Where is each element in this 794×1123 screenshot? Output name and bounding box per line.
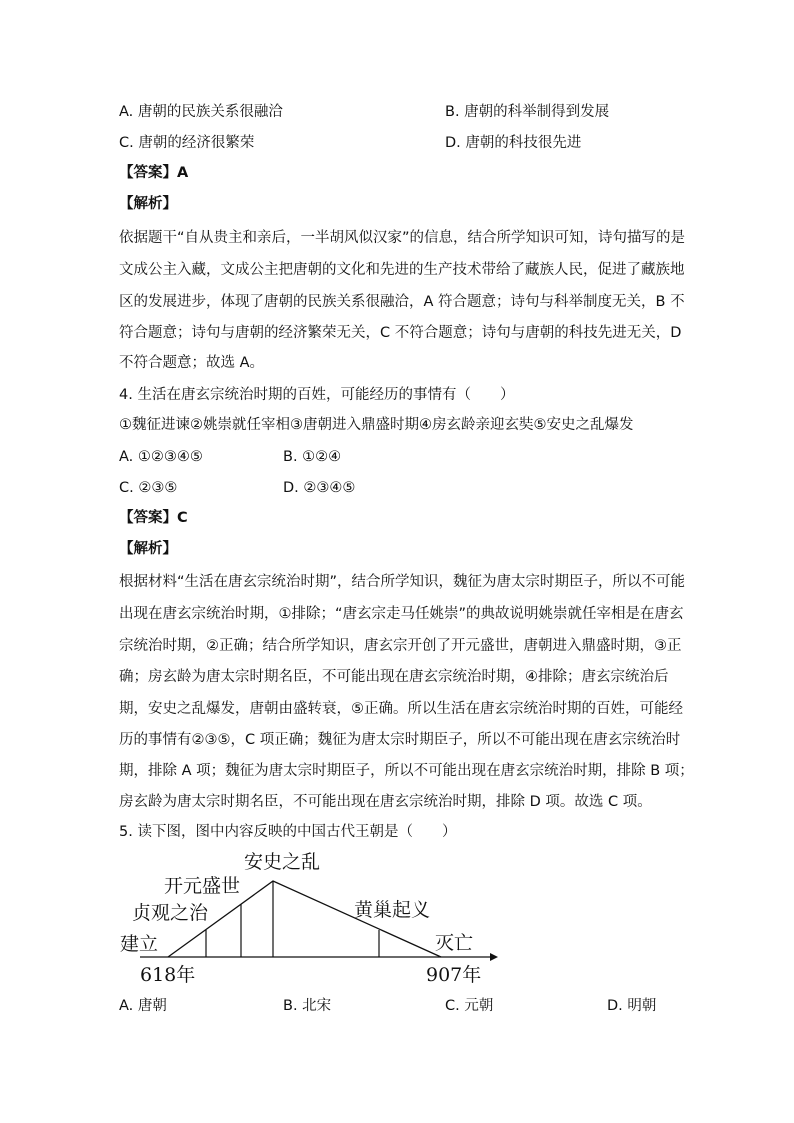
q4-analysis-line: 确；房玄龄为唐太宗时期名臣，不可能出现在唐玄宗统治时期，④排除；唐玄宗统治后 [119, 669, 669, 685]
q3-option-c: C. 唐朝的经济很繁荣 [119, 135, 255, 151]
q5-stem: 5. 读下图，图中内容反映的中国古代王朝是（ ） [119, 824, 457, 840]
q4-analysis-line: 出现在唐玄宗统治时期，①排除；“唐玄宗走马任姚崇”的典故说明姚崇就任宰相是在唐玄 [119, 606, 684, 622]
q5-option-d: D. 明朝 [607, 998, 657, 1014]
tang-dynasty-timeline-diagram [110, 846, 510, 992]
q3-analysis-line: 不符合题意；故选 A。 [119, 355, 265, 371]
q4-analysis-label: 【解析】 [119, 541, 177, 557]
q3-option-d: D. 唐朝的科技很先进 [445, 135, 582, 151]
q5-option-a: A. 唐朝 [119, 998, 167, 1014]
q3-analysis-line: 依据题干“自从贵主和亲后，一半胡风似汉家”的信息，结合所学知识可知，诗句描写的是 [119, 230, 686, 246]
label-fall: 灭亡 [435, 932, 474, 954]
q4-analysis-line: 期，安史之乱爆发，唐朝由盛转衰，⑤正确。所以生活在唐玄宗统治时期的百姓，可能经 [119, 701, 683, 717]
q4-analysis-line: 期，排除 A 项；魏征为唐太宗时期臣子，所以不可能出现在唐玄宗统治时期，排除 B 项； [119, 763, 694, 779]
label-anshi: 安史之乱 [244, 851, 321, 873]
label-huangchao: 黄巢起义 [354, 899, 431, 921]
q4-analysis-line: 宗统治时期，②正确；结合所学知识，唐玄宗开创了开元盛世，唐朝进入鼎盛时期，③正 [119, 638, 682, 654]
q3-option-b: B. 唐朝的科举制得到发展 [445, 104, 610, 120]
label-kaiyuan: 开元盛世 [164, 875, 241, 897]
q3-option-a: A. 唐朝的民族关系很融洽 [119, 104, 283, 120]
label-zhenguan: 贞观之治 [132, 902, 209, 924]
label-start-year: 618年 [140, 964, 196, 986]
q4-answer: 【答案】C [119, 510, 188, 526]
q3-analysis-line: 区的发展进步，体现了唐朝的民族关系很融洽，A 符合题意；诗句与科举制度无关，B 不 [119, 294, 685, 310]
q4-stem: 4. 生活在唐玄宗统治时期的百姓，可能经历的事情有（ ） [119, 387, 515, 403]
q3-answer: 【答案】A [119, 165, 189, 181]
q4-option-c: C. ②③⑤ [119, 480, 178, 496]
label-founding: 建立 [120, 933, 159, 955]
q3-analysis-label: 【解析】 [119, 196, 177, 212]
q4-option-b: B. ①②④ [283, 449, 342, 465]
label-end-year: 907年 [426, 964, 482, 986]
q5-option-b: B. 北宋 [283, 998, 332, 1014]
q4-analysis-line: 房玄龄为唐太宗时期名臣，不可能出现在唐玄宗统治时期，排除 D 项。故选 C 项。 [119, 794, 652, 810]
q3-analysis-line: 符合题意；诗句与唐朝的经济繁荣无关，C 不符合题意；诗句与唐朝的科技先进无关，D [119, 325, 682, 341]
q4-option-a: A. ①②③④⑤ [119, 449, 203, 465]
q3-analysis-line: 文成公主入藏，文成公主把唐朝的文化和先进的生产技术带给了藏族人民，促进了藏族地 [119, 262, 685, 278]
q4-analysis-line: 历的事情有②③⑤，C 项正确；魏征为唐太宗时期臣子，所以不可能出现在唐玄宗统治时 [119, 732, 681, 748]
q4-items: ①魏征进谏②姚崇就任宰相③唐朝进入鼎盛时期④房玄龄亲迎玄奘⑤安史之乱爆发 [119, 417, 634, 433]
timeline-arrowhead [490, 953, 498, 961]
q4-option-d: D. ②③④⑤ [283, 480, 356, 496]
q4-analysis-line: 根据材料“生活在唐玄宗统治时期”，结合所学知识，魏征为唐太宗时期臣子，所以不可能 [119, 574, 686, 590]
q5-option-c: C. 元朝 [445, 998, 494, 1014]
